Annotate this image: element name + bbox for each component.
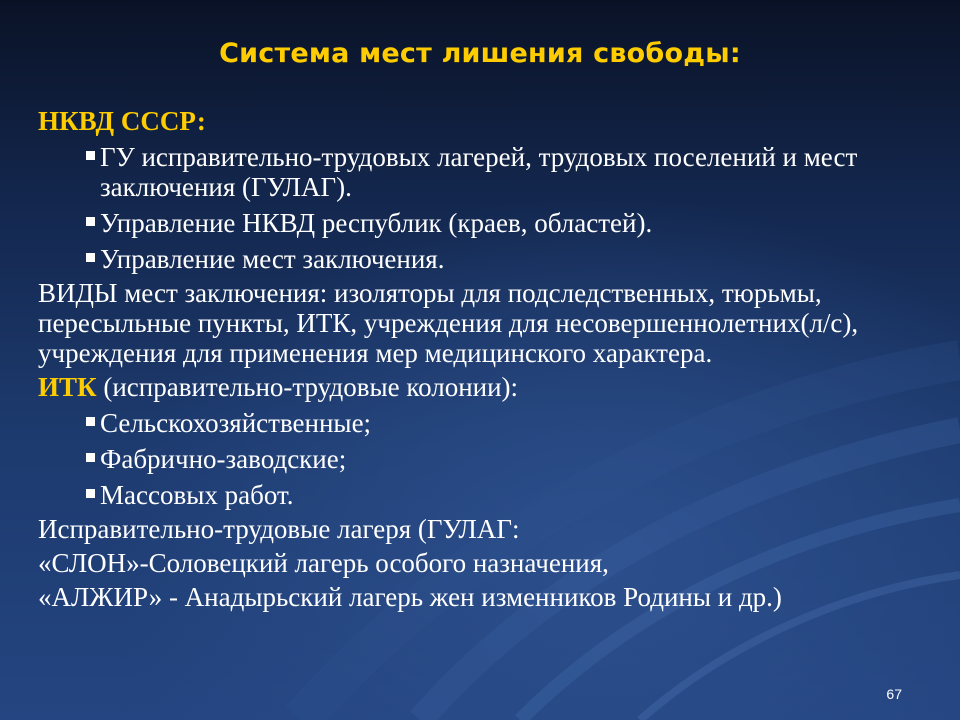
itk-item-text: Сельскохозяйственные; [100, 408, 372, 438]
itk-item-agri [38, 408, 938, 438]
page-number: 67 [886, 686, 902, 702]
slide-content [38, 102, 938, 612]
itk-item-factory [38, 444, 938, 474]
nkvd-heading: НКВД СССР: [38, 106, 206, 136]
nkvd-item-gulag [38, 142, 938, 202]
square-bullet-icon [86, 417, 95, 426]
itk-item-text: Фабрично-заводские; [100, 444, 347, 474]
nkvd-item-text: Управление НКВД республик (краев, областей). [100, 208, 653, 238]
square-bullet-icon [86, 253, 95, 262]
nkvd-item-republics [38, 208, 938, 238]
itk-heading-rest: (исправительно-трудовые колонии): [96, 372, 519, 402]
itk-item-text: Массовых работ. [100, 480, 294, 510]
square-bullet-icon [86, 453, 95, 462]
closing-line-3: «АЛЖИР» - Анадырьский лагерь жен изменников Родины и др.) [38, 582, 782, 612]
square-bullet-icon [86, 489, 95, 498]
closing-line-1: Исправительно-трудовые лагеря (ГУЛАГ: [38, 514, 520, 544]
nkvd-item-text: ГУ исправительно-трудовых лагерей, трудовых поселений и мест заключения (ГУЛАГ). [100, 142, 858, 202]
itk-heading-line [38, 372, 938, 402]
square-bullet-icon [86, 151, 95, 160]
slide-title: Система мест лишения свободы: [219, 38, 741, 69]
nkvd-item-text: Управление мест заключения. [100, 244, 445, 274]
closing-line-2: «СЛОН»-Соловецкий лагерь особого назначения, [38, 548, 609, 578]
nkvd-item-places [38, 244, 938, 274]
itk-item-mass [38, 480, 938, 510]
itk-heading: ИТК [38, 372, 97, 402]
square-bullet-icon [86, 217, 95, 226]
vidy-paragraph: ВИДЫ мест заключения: изоляторы для подследственных, тюрьмы, пересыльные пункты, ИТК, учреждения для несовершеннолетних(л/с), учреждения для применения мер медицинского характера. [38, 278, 859, 368]
